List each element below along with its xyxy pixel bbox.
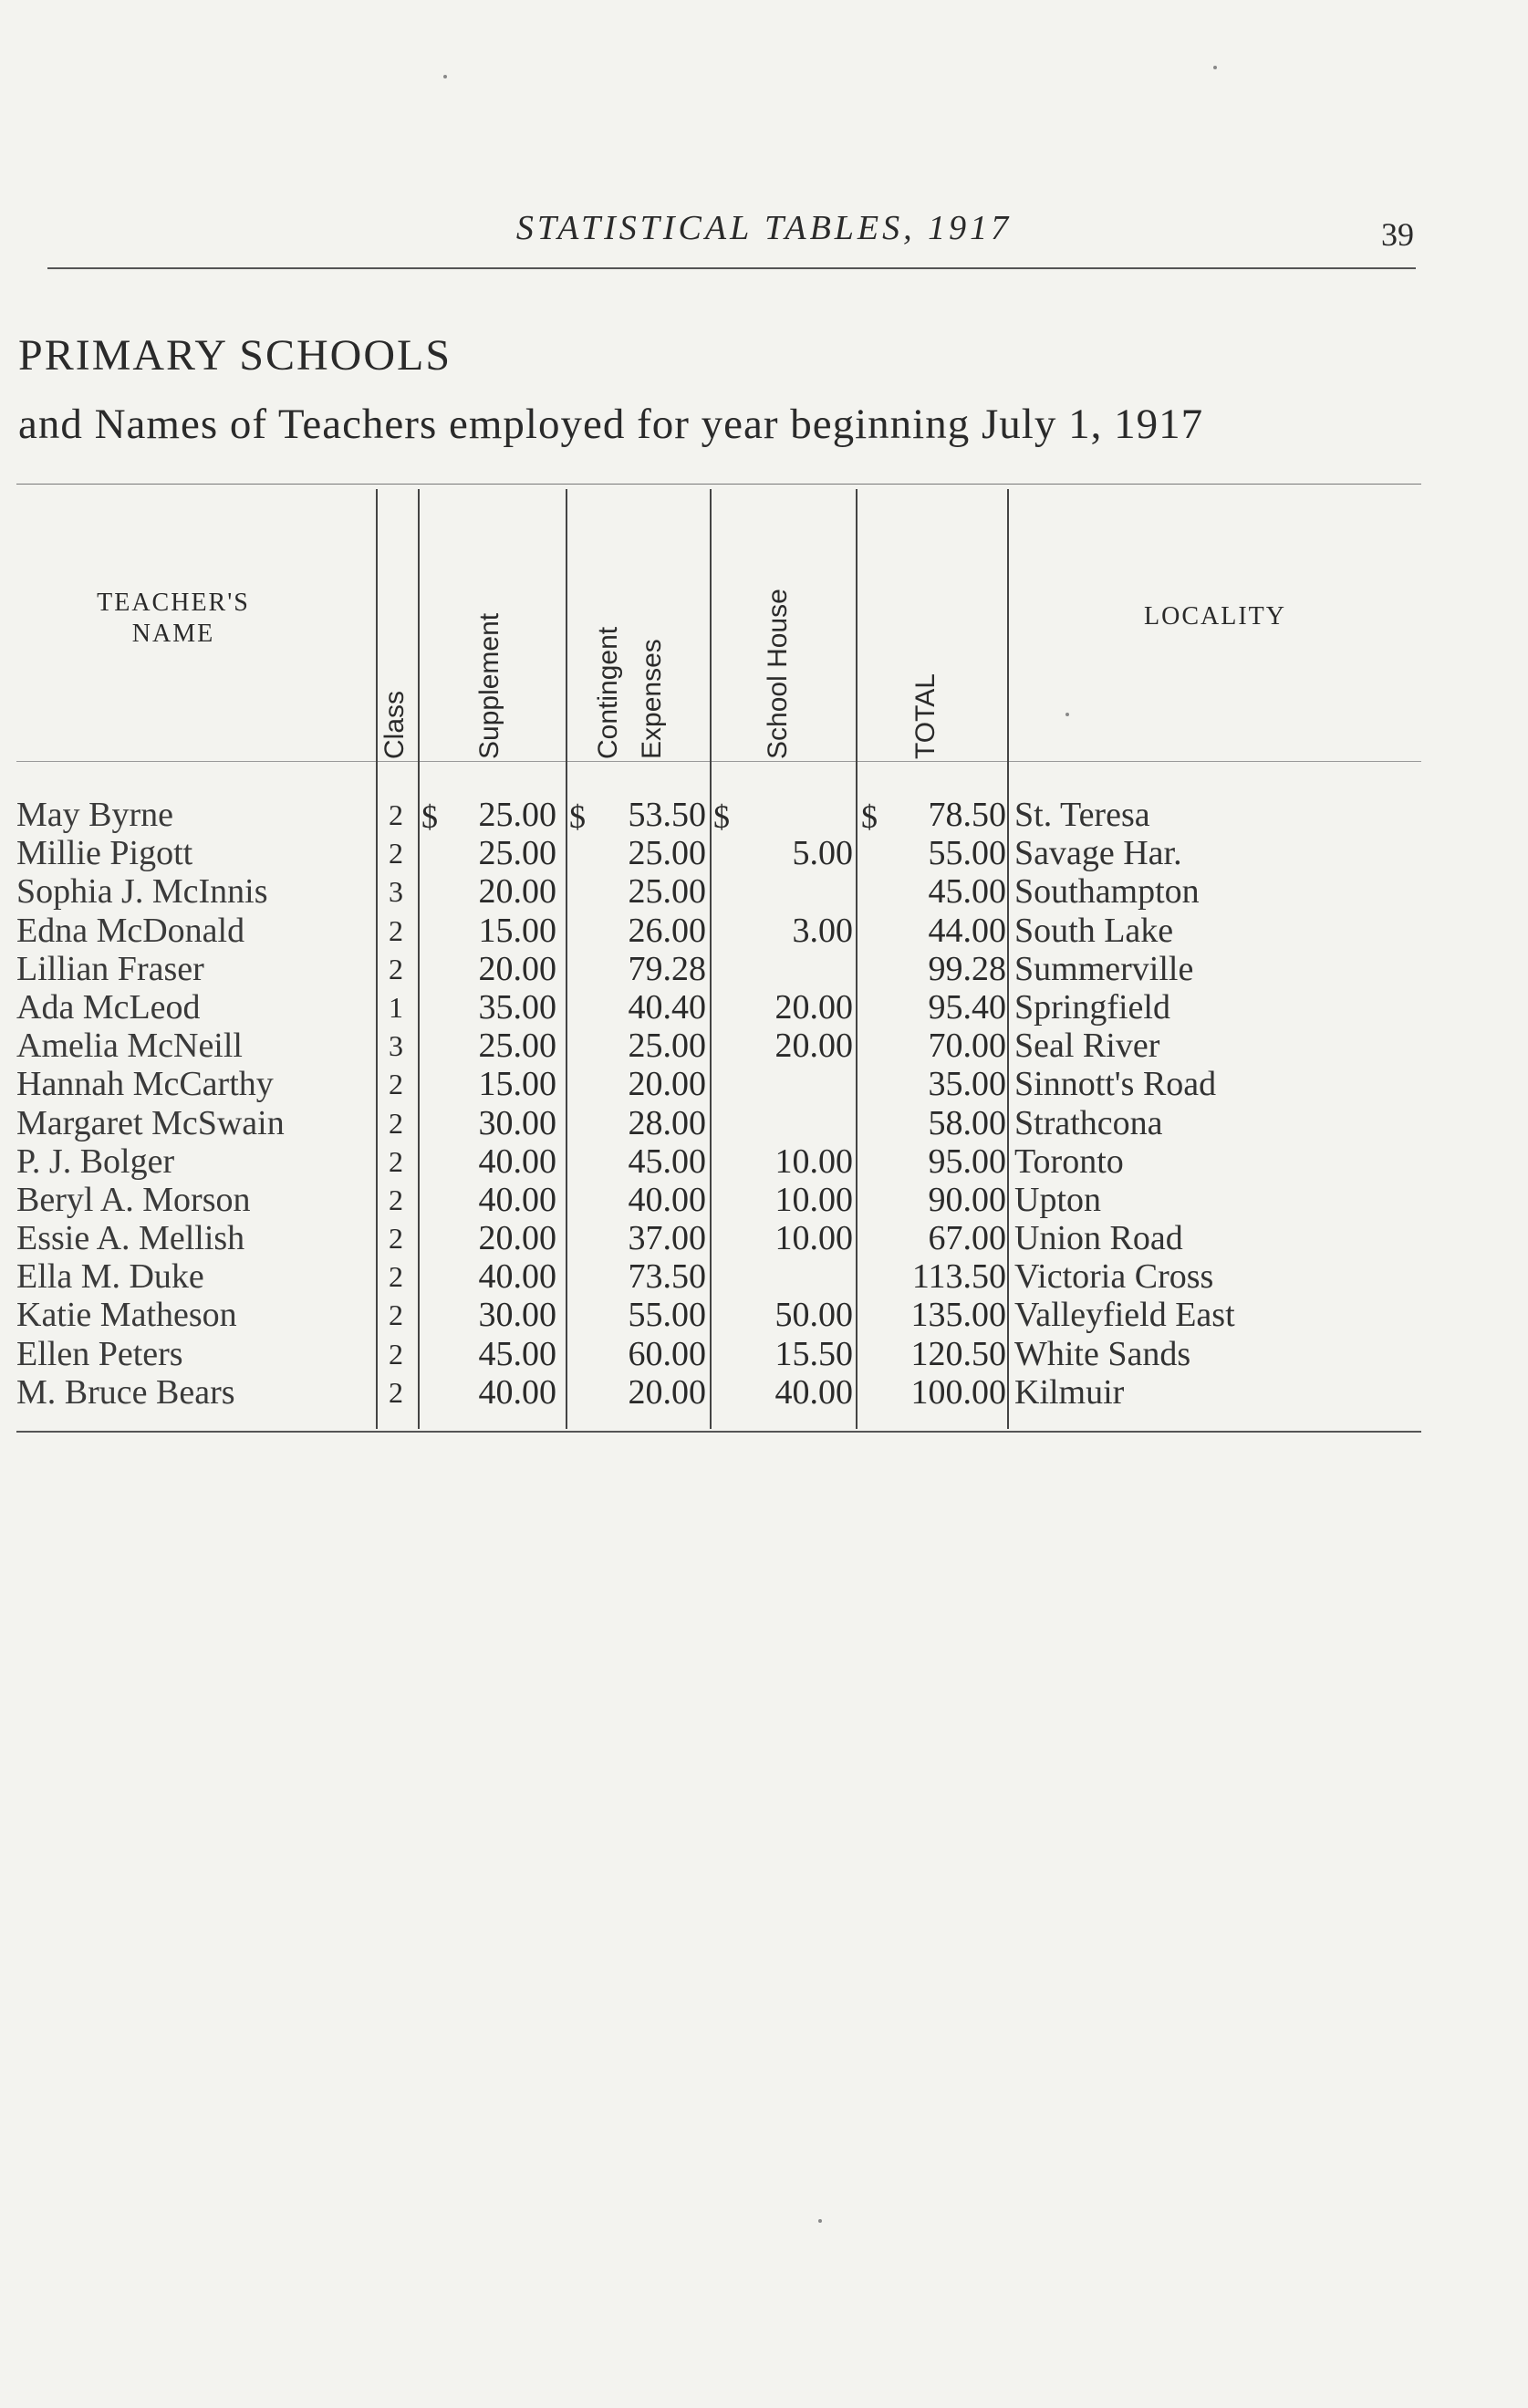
supplement-cell: 15.00 (478, 1065, 556, 1104)
class-cell: 2 (389, 1222, 403, 1256)
total-cell: 78.50 (928, 796, 1006, 834)
page-number: 39 (1381, 216, 1414, 253)
table-row (0, 796, 1528, 834)
teacher-name: May Byrne (16, 796, 174, 834)
table-row (0, 1335, 1528, 1373)
table-row (0, 872, 1528, 911)
contingent-cell: 45.00 (628, 1141, 706, 1181)
locality-cell: Toronto (1014, 1141, 1124, 1181)
locality-cell: Seal River (1014, 1027, 1160, 1066)
running-head: STATISTICAL TABLES, 1917 (515, 209, 1013, 247)
supplement-cell: 25.00 (478, 1027, 556, 1066)
teacher-name: Sophia J. McInnis (16, 872, 268, 912)
supplement-cell: 25.00 (478, 834, 556, 873)
contingent-cell: 53.50 (628, 796, 706, 834)
header-school-house: School House (763, 589, 793, 759)
currency-supplement: $ (421, 798, 438, 835)
total-cell: 100.00 (910, 1372, 1006, 1412)
table-row (0, 988, 1528, 1027)
supplement-cell: 30.00 (478, 1103, 556, 1142)
class-cell: 2 (389, 1260, 403, 1294)
school-house-cell: 20.00 (774, 987, 853, 1027)
locality-cell: Springfield (1014, 987, 1170, 1027)
supplement-cell: 25.00 (478, 796, 556, 834)
scan-speck (818, 2219, 822, 2223)
supplement-cell: 30.00 (478, 1296, 556, 1335)
class-cell: 1 (389, 990, 403, 1024)
table-top-rule (16, 484, 1421, 485)
school-house-cell: 5.00 (792, 834, 853, 873)
header-total: TOTAL (910, 673, 941, 759)
contingent-cell: 20.00 (628, 1065, 706, 1104)
header-class: Class (379, 690, 410, 759)
supplement-cell: 45.00 (478, 1334, 556, 1373)
header-contingent: Contingent (593, 626, 623, 759)
class-cell: 2 (389, 913, 403, 947)
supplement-cell: 20.00 (478, 1219, 556, 1258)
locality-cell: Kilmuir (1014, 1372, 1125, 1412)
total-cell: 55.00 (928, 834, 1006, 873)
table-row (0, 1296, 1528, 1334)
teacher-name: Amelia McNeill (16, 1027, 243, 1066)
locality-cell: Savage Har. (1014, 834, 1182, 873)
school-house-cell: 50.00 (774, 1296, 853, 1335)
class-cell: 2 (389, 1106, 403, 1140)
teacher-name: M. Bruce Bears (16, 1372, 235, 1412)
locality-cell: South Lake (1014, 911, 1174, 950)
locality-cell: Union Road (1014, 1219, 1183, 1258)
contingent-cell: 25.00 (628, 834, 706, 873)
table-row (0, 1373, 1528, 1412)
teacher-table-body (0, 796, 1528, 1412)
table-bottom-rule (16, 1431, 1421, 1433)
locality-cell: Strathcona (1014, 1103, 1163, 1142)
teacher-name: Ella M. Duke (16, 1257, 204, 1297)
supplement-cell: 40.00 (478, 1257, 556, 1297)
header-rule (47, 267, 1416, 269)
locality-cell: Sinnott's Road (1014, 1065, 1217, 1104)
teacher-name: Hannah McCarthy (16, 1065, 274, 1104)
contingent-cell: 40.40 (628, 987, 706, 1027)
contingent-cell: 60.00 (628, 1334, 706, 1373)
total-cell: 70.00 (928, 1027, 1006, 1066)
table-header-rule (16, 761, 1421, 762)
total-cell: 99.28 (928, 949, 1006, 988)
supplement-cell: 40.00 (478, 1372, 556, 1412)
teacher-name: Edna McDonald (16, 911, 245, 950)
contingent-cell: 40.00 (628, 1180, 706, 1219)
total-cell: 45.00 (928, 872, 1006, 912)
contingent-cell: 79.28 (628, 949, 706, 988)
total-cell: 67.00 (928, 1219, 1006, 1258)
total-cell: 135.00 (910, 1296, 1006, 1335)
contingent-cell: 37.00 (628, 1219, 706, 1258)
scan-speck (443, 75, 447, 78)
currency-contingent: $ (569, 798, 586, 835)
class-cell: 2 (389, 952, 403, 985)
locality-cell: White Sands (1014, 1334, 1191, 1373)
table-row (0, 1065, 1528, 1103)
table-row (0, 1257, 1528, 1296)
table-row (0, 950, 1528, 988)
supplement-cell: 40.00 (478, 1141, 556, 1181)
class-cell: 2 (389, 1337, 403, 1371)
table-row (0, 1142, 1528, 1181)
table-row (0, 1219, 1528, 1257)
contingent-cell: 25.00 (628, 872, 706, 912)
contingent-cell: 25.00 (628, 1027, 706, 1066)
class-cell: 2 (389, 1375, 403, 1409)
locality-cell: Upton (1014, 1180, 1101, 1219)
table-row (0, 1104, 1528, 1142)
total-cell: 90.00 (928, 1180, 1006, 1219)
title-primary-schools: PRIMARY SCHOOLS (18, 331, 452, 380)
total-cell: 35.00 (928, 1065, 1006, 1104)
currency-school-house: $ (713, 798, 730, 835)
scan-speck (1213, 66, 1217, 69)
school-house-cell: 10.00 (774, 1219, 853, 1258)
school-house-cell: 10.00 (774, 1180, 853, 1219)
header-locality: LOCALITY (1144, 602, 1286, 631)
teacher-name: Millie Pigott (16, 834, 193, 873)
teacher-name: Beryl A. Morson (16, 1180, 251, 1219)
total-cell: 120.50 (910, 1334, 1006, 1373)
table-row (0, 1027, 1528, 1065)
supplement-cell: 15.00 (478, 911, 556, 950)
teacher-name: Margaret McSwain (16, 1103, 285, 1142)
contingent-cell: 73.50 (628, 1257, 706, 1297)
header-teachers-name: TEACHER'S NAME (97, 589, 250, 648)
total-cell: 58.00 (928, 1103, 1006, 1142)
supplement-cell: 20.00 (478, 872, 556, 912)
table-row (0, 1181, 1528, 1219)
school-house-cell: 20.00 (774, 1027, 853, 1066)
school-house-cell: 10.00 (774, 1141, 853, 1181)
supplement-cell: 20.00 (478, 949, 556, 988)
contingent-cell: 28.00 (628, 1103, 706, 1142)
scan-speck (1065, 713, 1069, 716)
table-row (0, 834, 1528, 872)
locality-cell: Valleyfield East (1014, 1296, 1235, 1335)
school-house-cell: 40.00 (774, 1372, 853, 1412)
header-supplement: Supplement (474, 612, 504, 759)
teacher-name: Katie Matheson (16, 1296, 237, 1335)
total-cell: 44.00 (928, 911, 1006, 950)
contingent-cell: 20.00 (628, 1372, 706, 1412)
locality-cell: Summerville (1014, 949, 1194, 988)
locality-cell: Victoria Cross (1014, 1257, 1214, 1297)
supplement-cell: 35.00 (478, 987, 556, 1027)
locality-cell: Southampton (1014, 872, 1200, 912)
class-cell: 2 (389, 1144, 403, 1178)
total-cell: 95.40 (928, 987, 1006, 1027)
class-cell: 2 (389, 1298, 403, 1332)
total-cell: 113.50 (911, 1257, 1006, 1297)
table-row (0, 912, 1528, 950)
class-cell: 2 (389, 837, 403, 870)
header-expenses: Expenses (637, 639, 667, 759)
teacher-name: Essie A. Mellish (16, 1219, 245, 1258)
class-cell: 3 (389, 875, 403, 909)
teacher-name: Ellen Peters (16, 1334, 183, 1373)
teacher-name: Ada McLeod (16, 987, 201, 1027)
contingent-cell: 26.00 (628, 911, 706, 950)
school-house-cell: 15.50 (774, 1334, 853, 1373)
class-cell: 2 (389, 1183, 403, 1216)
contingent-cell: 55.00 (628, 1296, 706, 1335)
total-cell: 95.00 (928, 1141, 1006, 1181)
teacher-name: Lillian Fraser (16, 949, 204, 988)
locality-cell: St. Teresa (1014, 796, 1150, 834)
school-house-cell: 3.00 (792, 911, 853, 950)
class-cell: 2 (389, 1068, 403, 1101)
currency-total: $ (861, 798, 878, 835)
teacher-name: P. J. Bolger (16, 1141, 175, 1181)
class-cell: 3 (389, 1029, 403, 1063)
title-subtitle: and Names of Teachers employed for year beginning July 1, 1917 (18, 401, 1204, 448)
class-cell: 2 (389, 798, 403, 831)
supplement-cell: 40.00 (478, 1180, 556, 1219)
